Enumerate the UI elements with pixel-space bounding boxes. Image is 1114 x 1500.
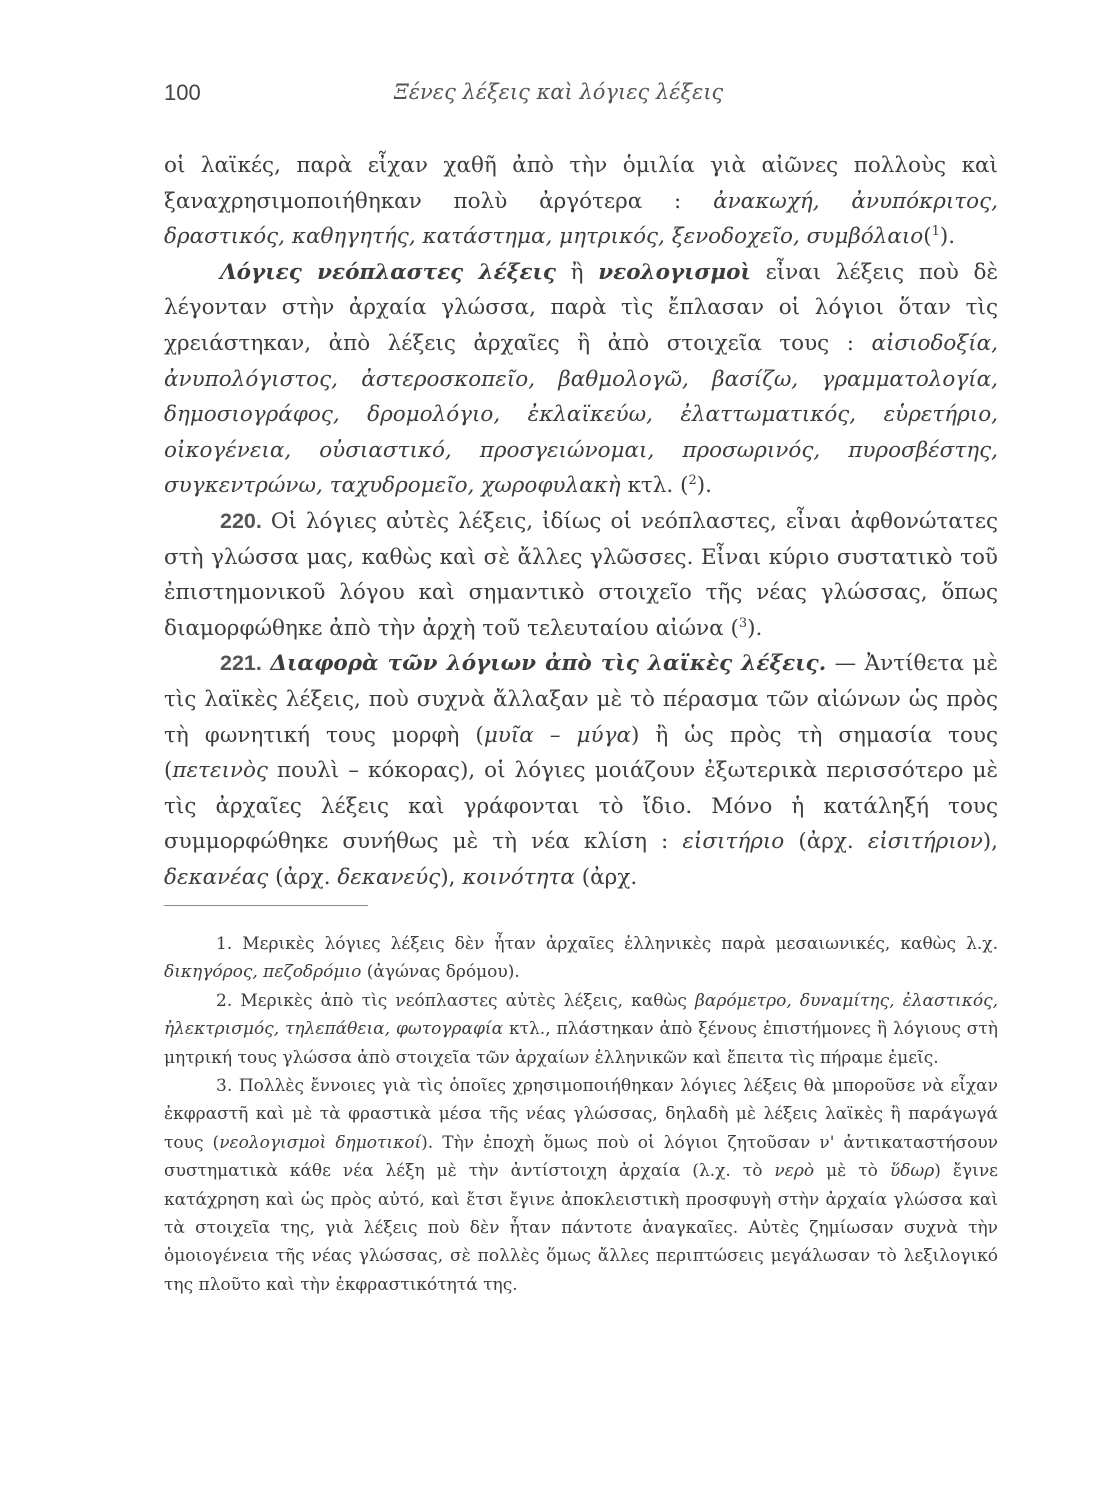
example-words: ὕδωρ <box>889 1161 935 1182</box>
section-number: 220. <box>220 508 262 533</box>
text-run: εἶναι λέξεις ποὺ δὲ λέγονταν στὴν ἀρχαία γλώσσα, παρὰ τὶς ἔπλασαν οἱ λόγιοι ὅταν τὶς χρειάστηκαν, ἀπὸ λέξεις ἀρχαῖες ἢ ἀπὸ στοιχεῖα τους : <box>164 259 998 356</box>
text-run: ἢ <box>556 259 599 285</box>
defined-term: νεολογισμοὶ <box>598 259 751 285</box>
text-run: — Ἀντίθετα μὲ τὶς λαϊκὲς λέξεις, ποὺ συχνὰ ἄλλαξαν μὲ τὸ πέρασμα τῶν αἰώνων ὡς πρὸς τὴ φωνητική τους μορφὴ ( <box>164 651 998 748</box>
text-run: ) ἢ ὡς πρὸς τὴ σημασία τους ( <box>164 722 999 784</box>
page-number: 100 <box>164 80 201 105</box>
example-words: πετεινὸς <box>172 758 268 784</box>
text-run: οἱ λαϊκές, παρὰ εἶχαν χαθῆ ἀπὸ τὴν ὁμιλία γιὰ αἰῶνες πολλοὺς καὶ ξαναχρησιμοποιήθηκαν πολὺ ἀργότερα : <box>164 153 998 214</box>
text-run: (ἀγώνας δρόμου). <box>361 962 520 983</box>
text-run: Οἱ λόγιες αὐτὲς λέξεις, ἰδίως οἱ νεόπλαστες, εἶναι ἀφθονώτατες στὴ γλώσσα μας, καθὼς καὶ σὲ ἄλλες γλῶσσες. Εἶναι κύριο συστατικὸ τοῦ ἐπιστημονικοῦ λόγου καὶ σημαντικὸ στοιχεῖο τῆς νέας γλώσσας, ὅπως διαμορφώθηκε ἀπὸ τὴν ἀρχὴ τοῦ τελευταίου αἰώνα ( <box>164 508 998 641</box>
example-words: νερὸ <box>774 1161 815 1182</box>
text-run: ), <box>982 829 998 855</box>
text-run: μὲ τὸ <box>814 1161 890 1182</box>
text-run: κτλ., πλάστηκαν ἀπὸ ξένους ἐπιστήμονες ἢ λόγιους στὴ μητρική τους γλώσσα ἀπὸ στοιχεῖα τῶν ἀρχαίων ἑλληνικῶν καὶ ἔπειτα τὶς πήραμε ἐμεῖς. <box>164 1019 998 1068</box>
text-run: ) ἔγινε κατάχρηση καὶ ὡς πρὸς αὐτό, καὶ ἔτσι ἔγινε ἀποκλειστικὴ προσφυγὴ στὴν ἀρχαία γλώσσα καὶ τὰ στοιχεῖα της, γιὰ λέξεις ποὺ δὲν ἦταν πάντοτε ἀναγκαῖες. Αὐτὲς ζημίωσαν συχνὰ τὴν ὁμοιογένεια τῆς νέας γλώσσας, σὲ πολλὲς ὅμως ἄλλες περιπτώσεις μεγάλωσαν τὸ λεξιλογικό της πλοῦτο καὶ τὴν ἐκφραστικότητά της. <box>164 1161 998 1295</box>
running-title: Ξένες λέξεις καὶ λόγιες λέξεις <box>394 80 724 104</box>
footnote-1 <box>164 930 998 987</box>
example-words: βαρόμετρο, δυναμίτης, ἐλαστικός, ἠλεκτρισμός, τηλεπάθεια, φωτογραφία <box>164 990 999 1040</box>
section-number: 221. <box>220 651 262 676</box>
text-run: κτλ. ( <box>620 473 689 499</box>
text-run: ). Τὴν ἐποχὴ ὅμως ποὺ οἱ λόγιοι ζητοῦσαν ν' ἀντικαταστήσουν συστηματικὰ κάθε νέα λέξη μὲ τὴν ἀντίστοιχη ἀρχαία (λ.χ. τὸ <box>164 1132 999 1182</box>
section-heading: Διαφορὰ τῶν λόγιων ἀπὸ τὶς λαϊκὲς λέξεις. <box>270 651 827 677</box>
text-run: (ἀρχ. <box>784 829 868 855</box>
footnotes <box>164 930 998 1299</box>
footnote-3 <box>164 1072 998 1299</box>
text-run: (ἀρχ. <box>268 864 338 890</box>
text-run: 3. Πολλὲς ἔννοιες γιὰ τὶς ὁποῖες χρησιμοποιήθηκαν λόγιες λέξεις θὰ μποροῦσε νὰ εἶχαν ἐκφραστῆ καὶ μὲ τὰ φραστικὰ μέσα τῆς νέας γλώσσας, δηλαδὴ μὲ λέξεις λαϊκὲς ἢ παράγωγά τους ( <box>164 1076 998 1153</box>
footnote-ref: 3 <box>738 615 748 631</box>
paragraph-neologisms <box>164 255 998 504</box>
text-run: 2. Μερικὲς ἀπὸ τὶς νεόπλαστες αὐτὲς λέξεις, καθὼς <box>216 990 696 1011</box>
example-words: δικηγόρος, πεζοδρόμιο <box>164 962 362 983</box>
footnote-2 <box>164 987 998 1072</box>
text-run: (ἀρχ. <box>574 864 638 890</box>
text-run: 1. Μερικὲς λόγιες λέξεις δὲν ἦταν ἀρχαῖες ἑλληνικὲς παρὰ μεσαιωνικές, καθὼς λ.χ. <box>216 934 998 954</box>
example-words: δεκανέας <box>164 864 269 890</box>
text-run: πουλὶ – κόκορας), οἱ λόγιες μοιάζουν ἐξωτερικὰ περισσότερο μὲ τὶς ἀρχαῖες λέξεις καὶ γράφονται τὸ ἴδιο. Μόνο ἡ κατάληξή τους συμμορφώθηκε συνήθως μὲ τὴ νέα κλίση : <box>164 758 998 855</box>
paragraph-221 <box>164 646 998 895</box>
example-words: αἰσιοδοξία, ἀνυπολόγιστος, ἀστεροσκοπεῖο, βαθμολογῶ, βασίζω, γραμματολογία, δημοσιογράφος, δρομολόγιο, ἐκλαϊκεύω, ἐλαττωματικός, εὑρετήριο, οἰκογένεια, οὐσιαστικό, προσγειώνομαι, προσωρινός, πυροσβέστης, συγκεντρώνω, ταχυδρομεῖο, χωροφυλακὴ <box>164 330 998 499</box>
page-header <box>164 80 954 110</box>
paragraph-continued: οἱ λαϊκές, παρὰ εἶχαν χαθῆ ἀπὸ τὴν ὁμιλία γιὰ αἰῶνες πολλοὺς καὶ ξαναχρησιμοποιήθηκαν πολὺ ἀργότερα : ἀνακωχή, ἀνυπόκριτος, δραστικός, καθηγητής, κατάστημα, μητρικός, ξενοδοχεῖο, συμβόλαιο($^1$). <box>164 153 998 250</box>
footnote-ref: 1 <box>931 224 940 240</box>
text-run: . <box>948 224 956 250</box>
main-text <box>164 148 998 895</box>
footnote-ref: 2 <box>688 473 697 489</box>
footnote-divider <box>164 905 368 906</box>
example-words: εἰσιτήριο <box>682 829 785 855</box>
text-run: ). <box>747 615 763 641</box>
text-run: ), <box>440 864 463 890</box>
example-words: νεολογισμοὶ δημοτικοί <box>219 1132 422 1153</box>
example-words: μυῖα – μύγα <box>483 722 631 748</box>
text-run: ). <box>696 473 712 499</box>
example-words: δεκανεύς <box>337 864 441 890</box>
example-words: ἀνακωχή, ἀνυπόκριτος, δραστικός, καθηγητής, κατάστημα, μητρικός, ξενοδοχεῖο, συμβόλαιο <box>164 188 998 250</box>
paragraph-220 <box>164 504 998 646</box>
example-words: κοινότητα <box>462 864 575 890</box>
example-words: εἰσιτήριον <box>867 829 983 855</box>
defined-term: Λόγιες νεόπλαστες λέξεις <box>220 259 557 285</box>
